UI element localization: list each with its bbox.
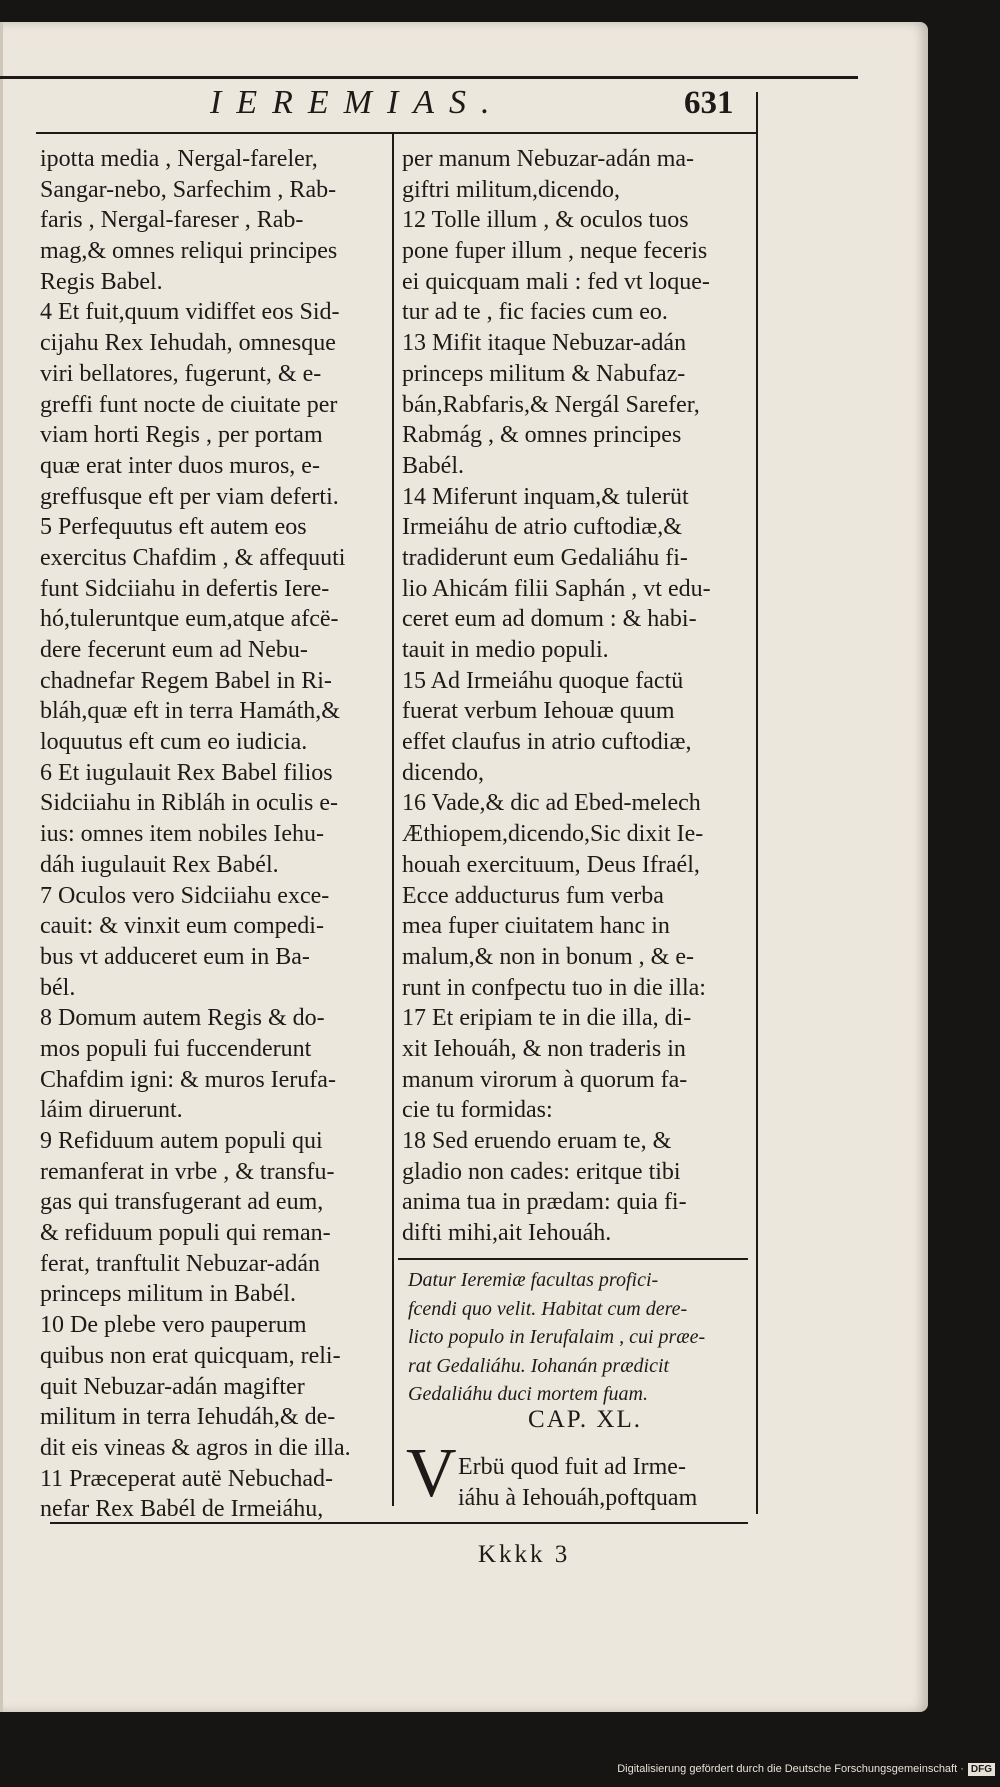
chapter-line: iáhu à Iehouáh,poftquam (458, 1484, 698, 1511)
text-line: tauit in medio populi. (402, 637, 609, 663)
text-line: ipotta media , Nergal-fareler, (40, 146, 318, 172)
text-line: greffi funt nocte de ciuitate per (40, 391, 338, 418)
text-line: exercitus Chafdim , & affequuti (40, 544, 346, 571)
text-line: 15 Ad Irmeiáhu quoque factü (402, 667, 684, 694)
text-line: Rabmág , & omnes principes (402, 422, 682, 449)
text-line: hó,tuleruntque eum,atque afcë- (40, 606, 339, 633)
text-line: 8 Domum autem Regis & do- (40, 1005, 325, 1032)
text-line: dere fecerunt eum ad Nebu- (40, 637, 308, 663)
text-line: bán,Rabfaris,& Nergál Sarefer, (402, 391, 700, 418)
summary-line: Gedaliáhu duci mortem fuam. (408, 1383, 648, 1405)
text-line: loquutus eft cum eo iudicia. (40, 729, 308, 756)
header-rule (0, 76, 858, 79)
column-divider (392, 134, 394, 1506)
text-line: funt Sidciiahu in defertis Iere- (40, 575, 330, 602)
credit-text: Digitalisierung gefördert durch die Deutsche Forschungsgemeinschaft · (617, 1763, 964, 1775)
chapter-heading: CAP. XL. (528, 1406, 642, 1433)
chapter-summary (402, 1266, 742, 1409)
text-line: tur ad te , fic facies cum eo. (402, 299, 668, 326)
text-line: militum in terra Iehudáh,& de- (40, 1404, 336, 1431)
page-number: 631 (684, 85, 734, 121)
text-line: 5 Perfequutus eft autem eos (40, 514, 307, 541)
text-line: 4 Et fuit,quum vidiffet eos Sid- (40, 299, 340, 326)
text-line: dicendo, (402, 759, 484, 786)
text-line: Sidciiahu in Ribláh in oculis e- (40, 790, 338, 817)
digitization-credit (605, 1763, 995, 1776)
text-line: 13 Mifit itaque Nebuzar-adán (402, 330, 687, 357)
summary-line: rat Gedaliáhu. Iohanán prædicit (408, 1354, 670, 1377)
text-line: per manum Nebuzar-adán ma- (402, 146, 695, 172)
text-line: manum virorum à quorum fa- (402, 1066, 688, 1093)
text-line: runt in confpectu tuo in die illa: (402, 974, 706, 1001)
text-line: 7 Oculos vero Sidciiahu exce- (40, 882, 330, 909)
text-line: fuerat verbum Iehouæ quum (402, 698, 675, 725)
text-line: & refiduum populi qui reman- (40, 1220, 331, 1247)
text-line: 14 Miferunt inquam,& tulerüt (402, 483, 689, 510)
signature-mark: Kkkk 3 (478, 1541, 571, 1568)
text-line: faris , Nergal-fareser , Rab- (40, 207, 304, 234)
text-line: Ecce adducturus fum verba (402, 882, 664, 909)
text-line: Sangar-nebo, Sarfechim , Rab- (40, 176, 337, 203)
text-line: gladio non cades: eritque tibi (402, 1158, 681, 1185)
text-line: 12 Tolle illum , & oculos tuos (402, 207, 689, 234)
left-column (40, 144, 388, 1525)
text-line: Regis Babel. (40, 268, 163, 295)
text-line: pone fuper illum , neque feceris (402, 238, 708, 265)
text-line: cie tu formidas: (402, 1097, 553, 1124)
text-line: cijahu Rex Iehudah, omnesque (40, 330, 336, 357)
text-line: 10 De plebe vero pauperum (40, 1312, 307, 1339)
dfg-logo: DFG (968, 1763, 995, 1776)
text-line: giftri militum,dicendo, (402, 176, 620, 203)
text-line: lio Ahicám filii Saphán , vt edu- (402, 575, 711, 602)
text-line: láim diruerunt. (40, 1097, 183, 1124)
text-line: xit Iehouáh, & non traderis in (402, 1035, 686, 1062)
text-line: ei quicquam mali : fed vt loque- (402, 268, 710, 295)
page-edge (0, 22, 3, 1712)
text-line: tradiderunt eum Gedaliáhu fi- (402, 544, 688, 571)
text-line: remanferat in vrbe , & transfu- (40, 1158, 335, 1185)
text-line: ius: omnes item nobiles Iehu- (40, 821, 324, 848)
text-line: quibus non erat quicquam, reli- (40, 1342, 341, 1369)
text-line: 18 Sed eruendo eruam te, & (402, 1128, 672, 1154)
text-line: mag,& omnes reliqui principes (40, 238, 338, 265)
text-line: viam horti Regis , per portam (40, 422, 323, 449)
summary-line: Datur Ieremiæ facultas profici- (408, 1269, 659, 1291)
text-line: mea fuper ciuitatem hanc in (402, 913, 670, 940)
text-line: anima tua in prædam: quia fi- (402, 1189, 687, 1216)
right-margin-rule (756, 92, 758, 1514)
running-title: IEREMIAS. (210, 84, 505, 121)
text-line: Irmeiáhu de atrio cuftodiæ,& (402, 514, 682, 541)
text-line: dit eis vineas & agros in die illa. (40, 1434, 351, 1461)
text-line: mos populi fui fuccenderunt (40, 1035, 312, 1062)
text-line: 6 Et iugulauit Rex Babel filios (40, 759, 333, 786)
text-line: bláh,quæ eft in terra Hamáth,& (40, 698, 340, 725)
text-line: dáh iugulauit Rex Babél. (40, 851, 279, 878)
summary-line: licto populo in Ierufalaim , cui præe- (408, 1326, 706, 1348)
text-line: difti mihi,ait Iehouáh. (402, 1220, 612, 1247)
text-line: 17 Et eripiam te in die illa, di- (402, 1005, 692, 1032)
text-line: effet claufus in atrio cuftodiæ, (402, 729, 692, 756)
text-line: greffusque eft per viam deferti. (40, 483, 339, 510)
text-line: 16 Vade,& dic ad Ebed-melech (402, 790, 701, 817)
chapter-opening-text (458, 1452, 748, 1513)
text-line: Chafdim igni: & muros Ierufa- (40, 1066, 336, 1093)
drop-cap: V (406, 1435, 457, 1512)
text-line: quit Nebuzar-adán magifter (40, 1373, 305, 1400)
text-line: Babél. (402, 452, 464, 479)
text-line: ceret eum ad domum : & habi- (402, 606, 697, 633)
summary-rule (398, 1258, 748, 1260)
text-line: princeps militum in Babél. (40, 1281, 296, 1308)
text-line: malum,& non in bonum , & e- (402, 943, 694, 970)
text-line: 11 Præceperat autë Nebuchad- (40, 1465, 333, 1492)
text-line: viri bellatores, fugerunt, & e- (40, 360, 322, 387)
text-line: quæ erat inter duos muros, e- (40, 452, 320, 479)
chapter-line: Erbü quod fuit ad Irme- (458, 1454, 686, 1480)
text-line: nefar Rex Babél de Irmeiáhu, (40, 1496, 324, 1523)
text-line: 9 Refiduum autem populi qui (40, 1128, 323, 1154)
text-line: bus vt adduceret eum in Ba- (40, 943, 310, 970)
summary-line: fcendi quo velit. Habitat cum dere- (408, 1297, 688, 1320)
text-line: houah exercituum, Deus Ifraél, (402, 851, 700, 878)
text-line: gas qui transfugerant ad eum, (40, 1189, 324, 1216)
header-underline (36, 132, 756, 134)
text-line: Æthiopem,dicendo,Sic dixit Ie- (402, 821, 704, 848)
right-column (402, 144, 742, 1249)
text-line: ferat, tranftulit Nebuzar-adán (40, 1250, 321, 1277)
text-line: chadnefar Regem Babel in Ri- (40, 667, 332, 694)
text-line: princeps militum & Nabufaz- (402, 360, 686, 387)
text-line: cauit: & vinxit eum compedi- (40, 913, 324, 940)
text-line: bél. (40, 974, 76, 1001)
